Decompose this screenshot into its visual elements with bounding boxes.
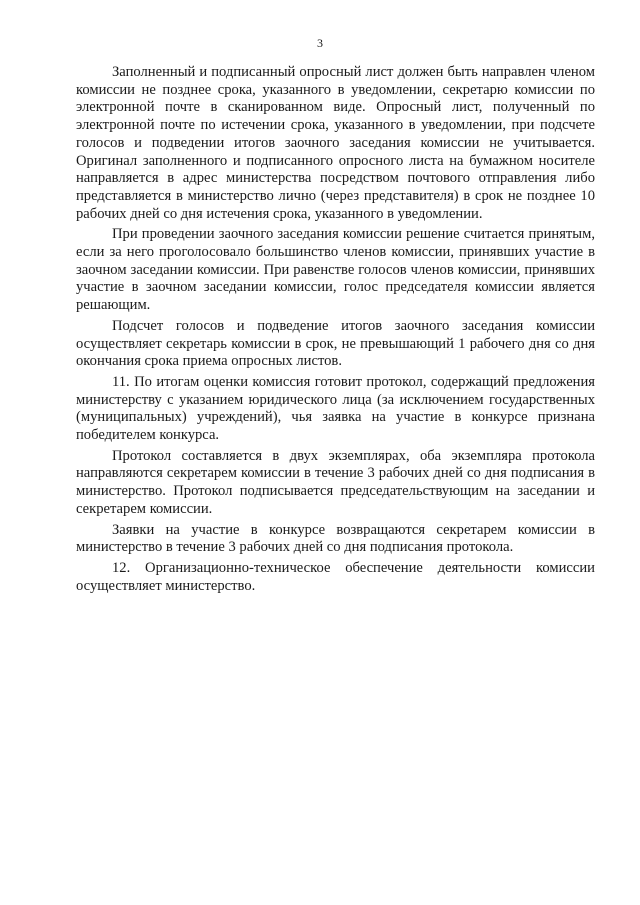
paragraph-protocol-copies: Протокол составляется в двух экземплярах, оба экземпляра протокола направляются секретарем комиссии в течение 3 рабочих дней со дня подписания в министерство. Протокол подписывается председательствующим на заседании и секретарем комиссии.	[76, 447, 595, 517]
paragraph-decision-rule: При проведении заочного заседания комиссии решение считается принятым, если за него проголосовало большинство членов комиссии, принявших участие в заочном заседании комиссии. При равенстве голосов членов комиссии, принявших участие в заочном заседании комиссии, голос председателя комиссии является решающим.	[76, 226, 595, 314]
paragraph-item-12-support: 12. Организационно-техническое обеспечение деятельности комиссии осуществляет министерство.	[76, 559, 595, 594]
paragraph-questionnaire-submission: Заполненный и подписанный опросный лист должен быть направлен членом комиссии не позднее срока, указанного в уведомлении, секретарю комиссии по электронной почте в сканированном виде. Опросный лист, полученный по электронной почте по истечении срока, указанного в уведомлении, при подсчете голосов и подведении итогов заочного заседания комиссии не учитывается. Оригинал заполненного и подписанного опросного листа на бумажном носителе направляется в адрес министерства посредством почтового отправления либо представляется в министерство лично (через представителя) в срок не позднее 10 рабочих дней со дня истечения срока, указанного в уведомлении.	[76, 64, 595, 222]
paragraph-item-11-protocol: 11. По итогам оценки комиссия готовит протокол, содержащий предложения министерству с указанием юридического лица (за исключением государственных (муниципальных) учреждений), чья заявка на участие в конкурсе признана победителем конкурса.	[76, 373, 595, 444]
document-body	[76, 64, 595, 598]
page-number: 3	[317, 36, 323, 50]
paragraph-applications-return: Заявки на участие в конкурсе возвращаются секретарем комиссии в министерство в течение 3 рабочих дней со дня подписания протокола.	[76, 521, 595, 556]
paragraph-vote-count: Подсчет голосов и подведение итогов заочного заседания комиссии осуществляет секретарь комиссии в срок, не превышающий 1 рабочего дня со дня окончания срока приема опросных листов.	[76, 317, 595, 370]
